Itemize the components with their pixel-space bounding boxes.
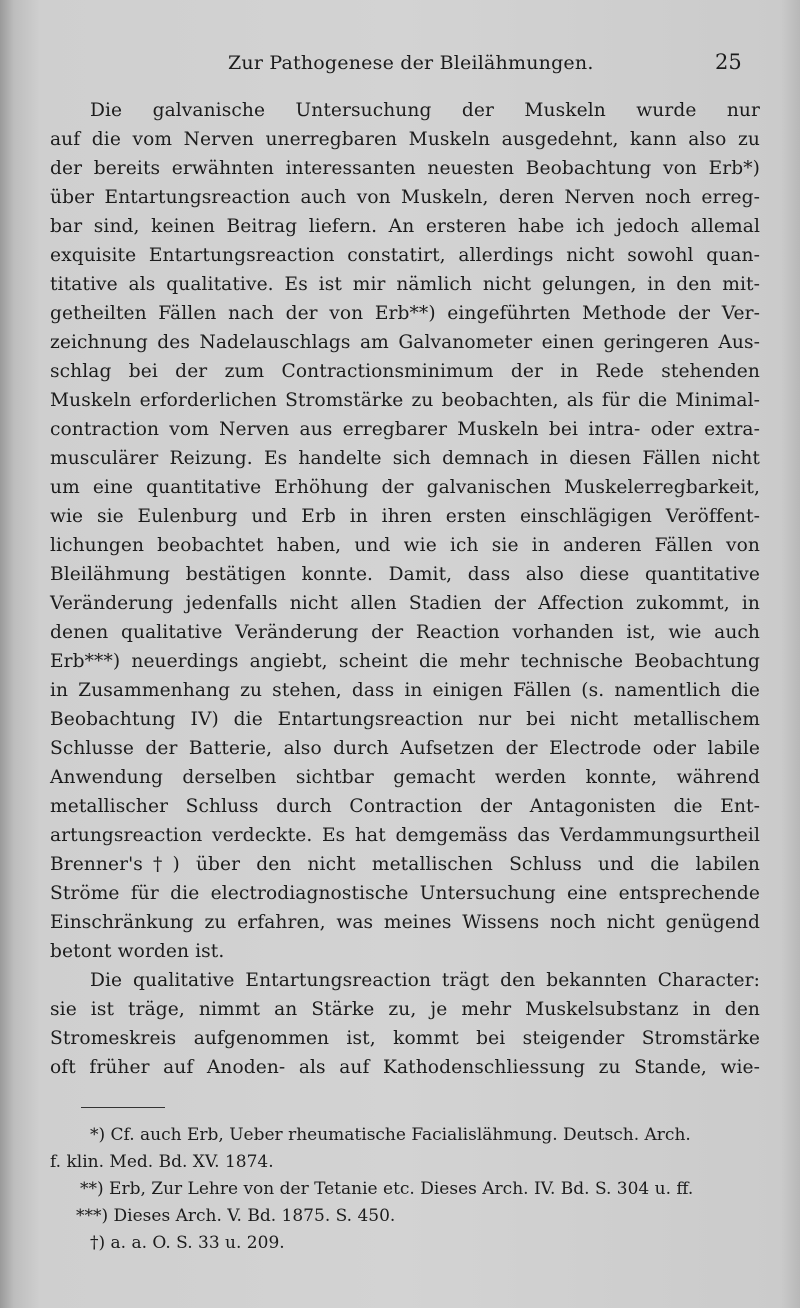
footnotes bbox=[50, 1122, 760, 1257]
text-line: in Zusammenhang zu stehen, dass in einigen Fällen (s. namentlich die bbox=[50, 680, 760, 701]
footnote: *) Cf. auch Erb, Ueber rheumatische Facialislähmung. Deutsch. Arch. bbox=[90, 1125, 691, 1145]
text-line: contraction vom Nerven aus erregbarer Muskeln bei intra- oder extra- bbox=[50, 419, 760, 440]
text-line: schlag bei der zum Contractionsminimum der in Rede stehenden bbox=[50, 361, 760, 382]
text-line: artungsreaction verdeckte. Es hat demgemäss das Verdammungsurtheil bbox=[50, 825, 760, 846]
text-line: Einschränkung zu erfahren, was meines Wissens noch nicht genügend bbox=[50, 912, 760, 933]
text-line: zeichnung des Nadelauschlags am Galvanometer einen geringeren Aus- bbox=[50, 332, 760, 353]
text-line: betont worden ist. bbox=[50, 941, 225, 962]
text-line: Muskeln erforderlichen Stromstärke zu beobachten, als für die Minimal- bbox=[50, 390, 760, 411]
page-number: 25 bbox=[715, 50, 742, 74]
text-line: um eine quantitative Erhöhung der galvanischen Muskelerregbarkeit, bbox=[50, 477, 760, 498]
running-title: Zur Pathogenese der Bleilähmungen. bbox=[228, 52, 594, 74]
text-line: getheilten Fällen nach der von Erb**) eingeführten Methode der Ver- bbox=[50, 303, 760, 324]
text-line: über Entartungsreaction auch von Muskeln, deren Nerven noch erreg- bbox=[50, 187, 760, 208]
text-line: Veränderung jedenfalls nicht allen Stadien der Affection zukommt, in bbox=[50, 593, 760, 614]
text-line: Die galvanische Untersuchung der Muskeln wurde nur bbox=[90, 100, 760, 121]
text-line: Schlusse der Batterie, also durch Aufsetzen der Electrode oder labile bbox=[50, 738, 760, 759]
text-line: Stromeskreis aufgenommen ist, kommt bei steigender Stromstärke bbox=[50, 1028, 760, 1049]
text-line: titative als qualitative. Es ist mir nämlich nicht gelungen, in den mit- bbox=[50, 274, 760, 295]
text-line: auf die vom Nerven unerregbaren Muskeln ausgedehnt, kann also zu bbox=[50, 129, 760, 150]
page-header bbox=[0, 48, 800, 80]
footnote: ***) Dieses Arch. V. Bd. 1875. S. 450. bbox=[76, 1206, 396, 1226]
footnote-continuation: f. klin. Med. Bd. XV. 1874. bbox=[50, 1152, 274, 1172]
text-line: wie sie Eulenburg und Erb in ihren ersten einschlägigen Veröffent- bbox=[50, 506, 760, 527]
text-line: denen qualitative Veränderung der Reaction vorhanden ist, wie auch bbox=[50, 622, 760, 643]
footnote-divider bbox=[81, 1107, 165, 1108]
footnote: **) Erb, Zur Lehre von der Tetanie etc. Dieses Arch. IV. Bd. S. 304 u. ff. bbox=[80, 1179, 694, 1199]
text-line: bar sind, keinen Beitrag liefern. An ersteren habe ich jedoch allemal bbox=[50, 216, 760, 237]
text-line: exquisite Entartungsreaction constatirt, allerdings nicht sowohl quan- bbox=[50, 245, 760, 266]
text-line: Erb***) neuerdings angiebt, scheint die mehr technische Beobachtung bbox=[50, 651, 760, 672]
text-line: Die qualitative Entartungsreaction trägt den bekannten Character: bbox=[90, 970, 760, 991]
text-line: Anwendung derselben sichtbar gemacht werden konnte, während bbox=[50, 767, 760, 788]
text-line: Beobachtung IV) die Entartungsreaction nur bei nicht metallischem bbox=[50, 709, 760, 730]
text-line: der bereits erwähnten interessanten neuesten Beobachtung von Erb*) bbox=[50, 158, 760, 179]
text-line: lichungen beobachtet haben, und wie ich sie in anderen Fällen von bbox=[50, 535, 760, 556]
text-line: oft früher auf Anoden- als auf Kathodenschliessung zu Stande, wie- bbox=[50, 1057, 760, 1078]
text-line: Bleilähmung bestätigen konnte. Damit, dass also diese quantitative bbox=[50, 564, 760, 585]
body-text bbox=[50, 96, 760, 1082]
text-line: Brenner's†) über den nicht metallischen Schluss und die labilen bbox=[50, 854, 760, 875]
text-line: sie ist träge, nimmt an Stärke zu, je mehr Muskelsubstanz in den bbox=[50, 999, 760, 1020]
text-line: musculärer Reizung. Es handelte sich demnach in diesen Fällen nicht bbox=[50, 448, 760, 469]
footnote: †) a. a. O. S. 33 u. 209. bbox=[90, 1233, 285, 1253]
text-line: metallischer Schluss durch Contraction der Antagonisten die Ent- bbox=[50, 796, 760, 817]
text-line: Ströme für die electrodiagnostische Untersuchung eine entsprechende bbox=[50, 883, 760, 904]
